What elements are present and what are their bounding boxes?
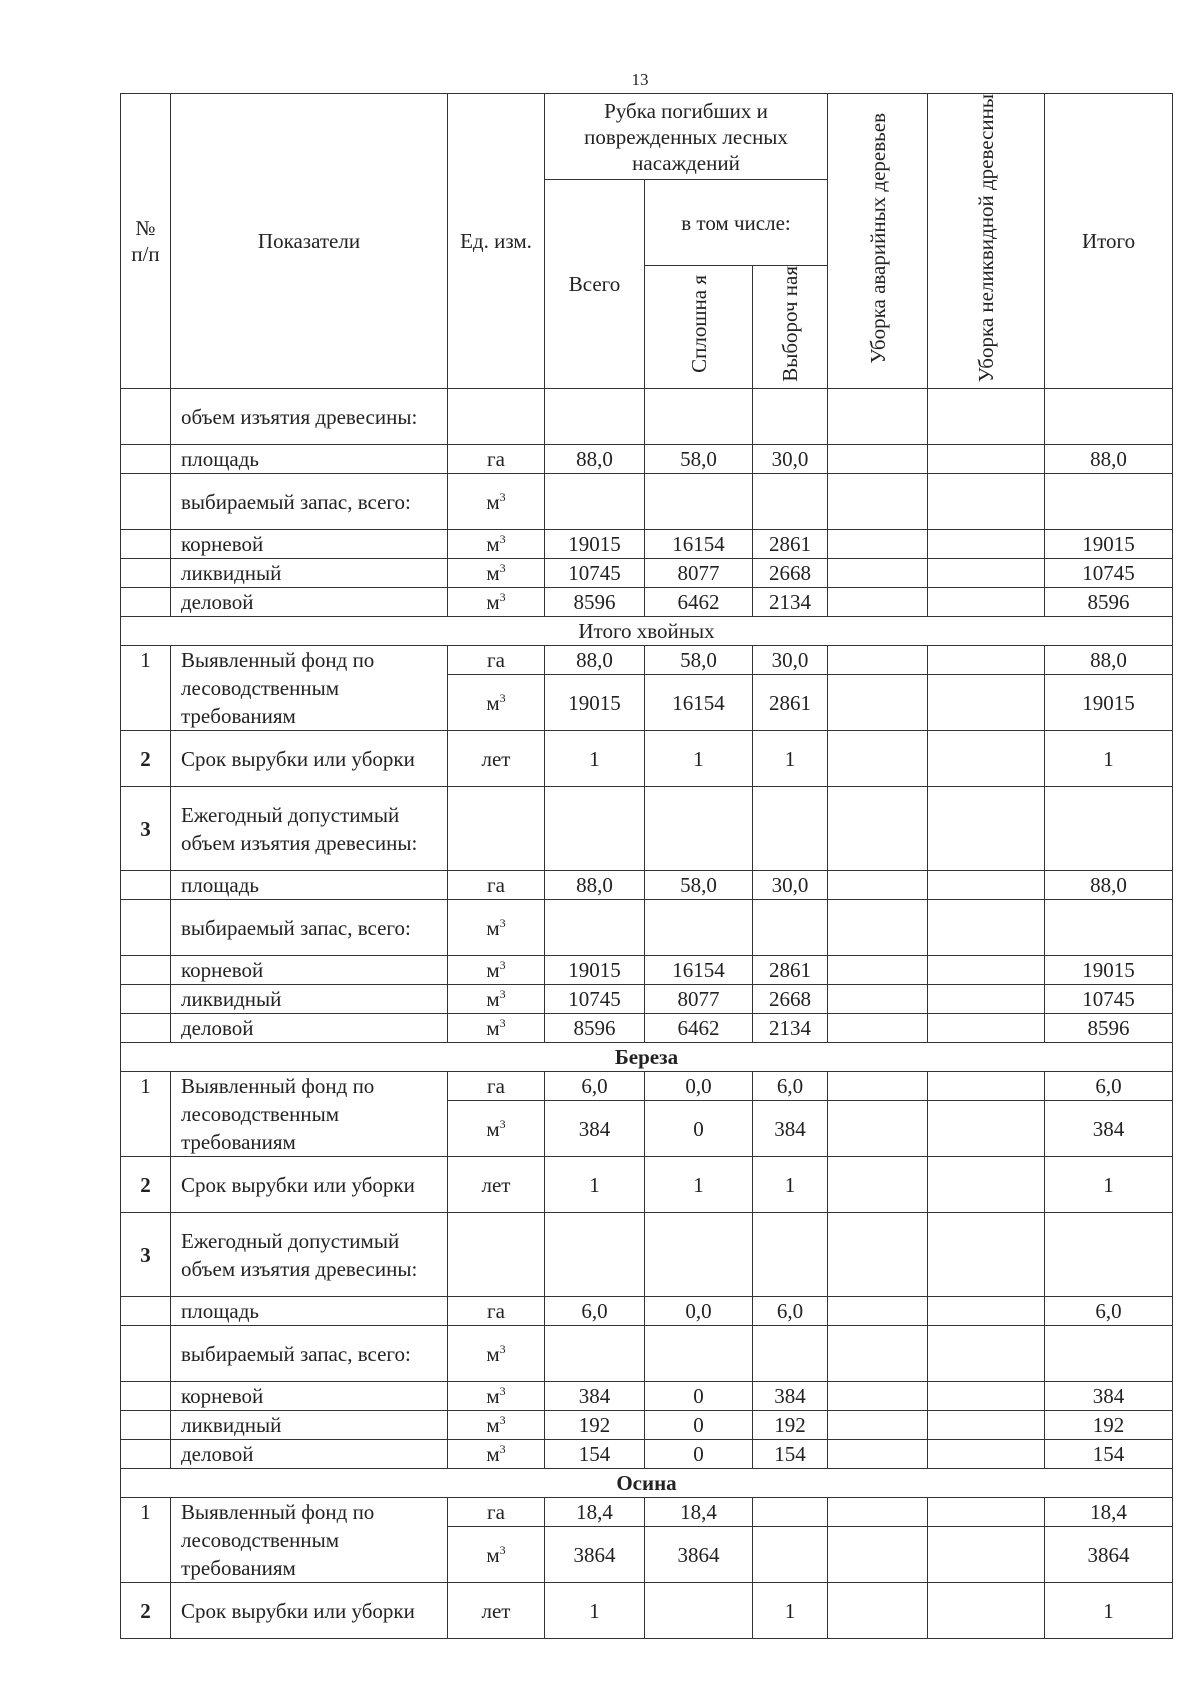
value-cell: 384	[753, 1382, 828, 1411]
section-row	[121, 1043, 1173, 1072]
value-cell: 0	[645, 1101, 753, 1157]
unit-cell: $м^3$	[448, 675, 545, 731]
unit-cell: га	[448, 1297, 545, 1326]
value-cell: 0	[645, 1440, 753, 1469]
value-cell: 88,0	[1045, 871, 1173, 900]
unit-cell: $м^3$	[448, 900, 545, 956]
row-label: выбираемый запас, всего:	[171, 1326, 448, 1382]
value-cell: 10745	[1045, 985, 1173, 1014]
value-cell: 2861	[753, 530, 828, 559]
header-unit: Ед. изм.	[448, 94, 545, 389]
value-cell: 1	[1045, 1157, 1173, 1213]
unit-cell: га	[448, 871, 545, 900]
unit-cell: $м^3$	[448, 1014, 545, 1043]
value-cell: 88,0	[545, 445, 645, 474]
row-number: 3	[121, 787, 171, 871]
value-cell: 18,4	[1045, 1498, 1173, 1527]
value-cell: 2668	[753, 985, 828, 1014]
value-cell: 6,0	[545, 1072, 645, 1101]
table-row	[121, 559, 1173, 588]
section-row	[121, 1469, 1173, 1498]
unit-cell: $м^3$	[448, 474, 545, 530]
value-cell: 1	[1045, 731, 1173, 787]
value-cell: 1	[753, 731, 828, 787]
unit-cell: $м^3$	[448, 530, 545, 559]
unit-cell: $м^3$	[448, 559, 545, 588]
table-row	[121, 956, 1173, 985]
unit-cell: $м^3$	[448, 1411, 545, 1440]
row-number: 1	[121, 1498, 171, 1583]
value-cell: 2861	[753, 675, 828, 731]
unit-cell: $м^3$	[448, 1382, 545, 1411]
unit-cell: га	[448, 1072, 545, 1101]
value-cell: 19015	[1045, 956, 1173, 985]
value-cell: 384	[545, 1382, 645, 1411]
value-cell: 18,4	[545, 1498, 645, 1527]
table-row	[121, 900, 1173, 956]
value-cell: 0	[645, 1411, 753, 1440]
row-label: ликвидный	[171, 985, 448, 1014]
row-label: ликвидный	[171, 559, 448, 588]
value-cell: 1	[753, 1583, 828, 1639]
value-cell: 8596	[545, 1014, 645, 1043]
table-row	[121, 731, 1173, 787]
table-row	[121, 1014, 1173, 1043]
value-cell: 58,0	[645, 646, 753, 675]
value-cell: 8077	[645, 985, 753, 1014]
value-cell: 8077	[645, 559, 753, 588]
value-cell: 6,0	[1045, 1072, 1173, 1101]
table-row	[121, 530, 1173, 559]
value-cell: 19015	[545, 956, 645, 985]
table-row	[121, 787, 1173, 871]
table-row	[121, 445, 1173, 474]
unit-cell: $м^3$	[448, 956, 545, 985]
section-row	[121, 617, 1173, 646]
unit-cell: $м^3$	[448, 985, 545, 1014]
table-row	[121, 1072, 1173, 1101]
row-label: Срок вырубки или уборки	[171, 1157, 448, 1213]
table-row	[121, 389, 1173, 445]
value-cell: 3864	[1045, 1527, 1173, 1583]
value-cell: 1	[1045, 1583, 1173, 1639]
value-cell: 30,0	[753, 646, 828, 675]
section-title-aspen: Осина	[121, 1469, 1173, 1498]
value-cell: 10745	[545, 559, 645, 588]
value-cell: 10745	[545, 985, 645, 1014]
header-including: в том числе:	[645, 180, 828, 266]
value-cell: 88,0	[1045, 646, 1173, 675]
value-cell: 58,0	[645, 871, 753, 900]
row-label: ликвидный	[171, 1411, 448, 1440]
value-cell: 384	[1045, 1382, 1173, 1411]
unit-cell: $м^3$	[448, 1101, 545, 1157]
unit-cell: га	[448, 445, 545, 474]
value-cell: 8596	[1045, 1014, 1173, 1043]
table-row	[121, 1498, 1173, 1527]
header-selective: Выбороч ная	[753, 266, 828, 389]
row-label: Ежегодный допустимый объем изъятия древесины:	[171, 1213, 448, 1297]
value-cell: 6462	[645, 1014, 753, 1043]
value-cell: 30,0	[753, 445, 828, 474]
row-label: Выявленный фонд по лесоводственным требованиям	[171, 1498, 448, 1583]
value-cell: 192	[1045, 1411, 1173, 1440]
row-label: деловой	[171, 1014, 448, 1043]
table-row	[121, 1297, 1173, 1326]
value-cell: 30,0	[753, 871, 828, 900]
unit-cell: лет	[448, 1583, 545, 1639]
value-cell: 0,0	[645, 1072, 753, 1101]
value-cell: 384	[545, 1101, 645, 1157]
row-label: корневой	[171, 530, 448, 559]
row-label: Срок вырубки или уборки	[171, 1583, 448, 1639]
header-itogo: Итого	[1045, 94, 1173, 389]
row-number: 1	[121, 646, 171, 731]
unit-cell: га	[448, 1498, 545, 1527]
section-title-birch: Береза	[121, 1043, 1173, 1072]
value-cell: 384	[1045, 1101, 1173, 1157]
value-cell: 6,0	[753, 1072, 828, 1101]
table-row	[121, 1326, 1173, 1382]
unit-cell: лет	[448, 1157, 545, 1213]
value-cell: 19015	[1045, 675, 1173, 731]
value-cell: 154	[545, 1440, 645, 1469]
row-number: 3	[121, 1213, 171, 1297]
value-cell: 1	[645, 1157, 753, 1213]
table-row	[121, 646, 1173, 675]
unit-cell: га	[448, 646, 545, 675]
row-label: выбираемый запас, всего:	[171, 474, 448, 530]
value-cell: 19015	[1045, 530, 1173, 559]
value-cell: 19015	[545, 530, 645, 559]
header-emergency: Уборка аварийных деревьев	[828, 94, 928, 389]
value-cell: 154	[1045, 1440, 1173, 1469]
row-label: Выявленный фонд по лесоводственным требованиям	[171, 1072, 448, 1157]
value-cell: 58,0	[645, 445, 753, 474]
value-cell: 0,0	[645, 1297, 753, 1326]
forest-cutting-table	[120, 93, 1173, 1639]
value-cell: 88,0	[545, 871, 645, 900]
value-cell: 6,0	[545, 1297, 645, 1326]
table-row	[121, 1583, 1173, 1639]
row-label: площадь	[171, 871, 448, 900]
value-cell: 192	[753, 1411, 828, 1440]
table-row	[121, 588, 1173, 617]
value-cell: 1	[545, 1157, 645, 1213]
table-row	[121, 1411, 1173, 1440]
value-cell: 2134	[753, 1014, 828, 1043]
value-cell: 2861	[753, 956, 828, 985]
header-group: Рубка погибших и поврежденных лесных насаждений	[545, 94, 828, 180]
table-row	[121, 1213, 1173, 1297]
value-cell: 88,0	[545, 646, 645, 675]
unit-cell: $м^3$	[448, 588, 545, 617]
value-cell: 16154	[645, 675, 753, 731]
value-cell: 3864	[645, 1527, 753, 1583]
row-label: выбираемый запас, всего:	[171, 900, 448, 956]
row-number: 2	[121, 1583, 171, 1639]
value-cell: 1	[545, 1583, 645, 1639]
row-label: Срок вырубки или уборки	[171, 731, 448, 787]
unit-cell: $м^3$	[448, 1440, 545, 1469]
value-cell: 19015	[545, 675, 645, 731]
value-cell: 1	[545, 731, 645, 787]
unit-cell: лет	[448, 731, 545, 787]
header-indicator: Показатели	[171, 94, 448, 389]
value-cell: 1	[645, 731, 753, 787]
row-label: площадь	[171, 1297, 448, 1326]
value-cell: 16154	[645, 530, 753, 559]
unit-cell: $м^3$	[448, 1527, 545, 1583]
table-row	[121, 1157, 1173, 1213]
table-row	[121, 474, 1173, 530]
row-label: объем изъятия древесины:	[171, 389, 448, 445]
value-cell: 2668	[753, 559, 828, 588]
value-cell: 154	[753, 1440, 828, 1469]
row-number: 2	[121, 1157, 171, 1213]
row-label: корневой	[171, 956, 448, 985]
row-number: 2	[121, 731, 171, 787]
value-cell: 6,0	[753, 1297, 828, 1326]
row-number: 1	[121, 1072, 171, 1157]
value-cell: 3864	[545, 1527, 645, 1583]
header-num: № п/п	[121, 94, 171, 389]
table-row	[121, 1382, 1173, 1411]
row-label: деловой	[171, 1440, 448, 1469]
value-cell: 1	[753, 1157, 828, 1213]
value-cell: 18,4	[645, 1498, 753, 1527]
row-label: корневой	[171, 1382, 448, 1411]
value-cell: 6462	[645, 588, 753, 617]
value-cell: 0	[645, 1382, 753, 1411]
value-cell: 384	[753, 1101, 828, 1157]
unit-cell: $м^3$	[448, 1326, 545, 1382]
header-nonliquid: Уборка неликвидной древесины	[928, 94, 1045, 389]
section-title-conifers: Итого хвойных	[121, 617, 1173, 646]
header-total: Всего	[545, 180, 645, 389]
value-cell: 16154	[645, 956, 753, 985]
table-row	[121, 985, 1173, 1014]
value-cell: 6,0	[1045, 1297, 1173, 1326]
row-label: Ежегодный допустимый объем изъятия древесины:	[171, 787, 448, 871]
page-number: 13	[631, 70, 649, 89]
value-cell: 2134	[753, 588, 828, 617]
value-cell: 192	[545, 1411, 645, 1440]
row-label: Выявленный фонд по лесоводственным требованиям	[171, 646, 448, 731]
value-cell: 8596	[545, 588, 645, 617]
value-cell: 8596	[1045, 588, 1173, 617]
row-label: деловой	[171, 588, 448, 617]
table-row	[121, 1440, 1173, 1469]
table-row	[121, 871, 1173, 900]
row-label: площадь	[171, 445, 448, 474]
header-clear: Сплошна я	[645, 266, 753, 389]
value-cell: 88,0	[1045, 445, 1173, 474]
value-cell: 10745	[1045, 559, 1173, 588]
